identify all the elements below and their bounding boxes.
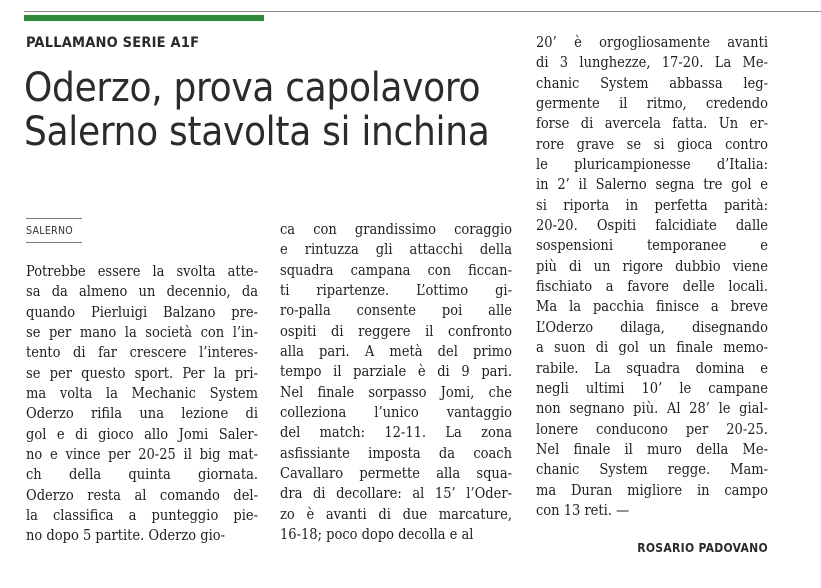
column-3-line: 20-20. Ospiti falcidiate dalle — [536, 218, 768, 235]
headline — [24, 66, 524, 154]
column-3-line: Ma la pacchia finisce a breve — [536, 299, 768, 316]
article-column-2 — [280, 220, 512, 546]
column-1-line: gol e di gioco allo Jomi Saler- — [26, 426, 258, 443]
column-1-line: no e vince per 20-25 il big mat- — [26, 447, 258, 464]
column-1-line: ch della quinta giornata. — [26, 467, 258, 484]
column-3-line: più di un rigore dubbio viene — [536, 258, 768, 275]
article-column-3 — [536, 33, 768, 521]
column-1-line: Potrebbe essere la svolta atte- — [26, 264, 258, 280]
column-3-line: a suon di gol un finale memo- — [536, 340, 768, 357]
column-1-line: tento di far crescere l’interes- — [26, 345, 258, 362]
column-1-line: se per questo sport. Per la pri- — [26, 365, 258, 382]
column-3-line: non segnano più. Al 28’ le gial- — [536, 401, 768, 418]
column-3-line: fischiato a favore delle locali. — [536, 279, 768, 296]
column-2-line: ospiti di reggere il confronto — [280, 323, 512, 340]
column-2-line: ca con grandissimo coraggio — [280, 222, 512, 238]
dateline: SALERNO — [26, 225, 74, 237]
column-1-line: no dopo 5 partite. Oderzo gio- — [26, 528, 226, 545]
column-3-line: si riporta in perfetta parità: — [536, 197, 768, 214]
column-1-line: Oderzo rifila una lezione di — [26, 406, 258, 423]
column-3-line: sospensioni temporanee e — [536, 238, 768, 255]
column-2-line: e rintuzza gli attacchi della — [280, 242, 512, 259]
column-2-line: asfissiante imposta da coach — [280, 445, 512, 462]
column-3-line: germente il ritmo, credendo — [536, 96, 768, 113]
column-2-line: ti ripartenze. L’ottimo gi- — [280, 283, 512, 300]
column-3-line: con 13 reti. — — [536, 502, 630, 519]
author-signature: ROSARIO PADOVANO — [637, 541, 768, 555]
column-3-line: negli ultimi 10’ le campane — [536, 380, 768, 397]
column-3-line: rabile. La squadra domina e — [536, 360, 768, 377]
column-3-line: chanic System abbassa leg- — [536, 75, 768, 92]
column-1-line: se per mano la società con l’in- — [26, 325, 258, 342]
dateline-rule-bottom — [26, 242, 82, 243]
column-3-line: in 2’ il Salerno segna tre gol e — [536, 177, 768, 194]
column-3-line: di 3 lunghezze, 17-20. La Me- — [536, 55, 768, 72]
headline-line-1: Oderzo, prova capolavoro — [24, 65, 481, 111]
column-2-line: Cavallaro permette alla squa- — [280, 466, 512, 483]
column-2-line: Nel finale sorpasso Jomi, che — [280, 384, 512, 401]
column-3-line: 20’ è orgogliosamente avanti — [536, 35, 768, 51]
column-3-line: Nel finale il muro della Me- — [536, 441, 768, 458]
column-2-line: del match: 12-11. La zona — [280, 425, 512, 442]
column-3-line: le pluricampionesse d’Italia: — [536, 157, 768, 174]
column-1-line: Oderzo resta al comando del- — [26, 487, 258, 504]
column-2-line: alla pari. A metà del primo — [280, 344, 512, 361]
section-kicker: PALLAMANO SERIE A1F — [26, 35, 200, 51]
column-2-line: dra di decollare: al 15’ l’Oder- — [280, 486, 512, 503]
column-2-line: zo è avanti di due marcature, — [280, 506, 512, 523]
article-column-1 — [26, 262, 258, 547]
dateline-box — [26, 218, 82, 243]
column-2-line: tempo il parziale è di 9 pari. — [280, 364, 512, 381]
column-3-line: chanic System regge. Mam- — [536, 462, 768, 479]
column-3-line: L’Oderzo dilaga, disegnando — [536, 319, 768, 336]
top-rule — [24, 11, 821, 12]
column-2-line: 16-18; poco dopo decolla e al — [280, 527, 474, 544]
section-color-bar — [24, 15, 264, 21]
headline-line-2: Salerno stavolta si inchina — [24, 109, 490, 155]
column-2-line: colleziona l’unico vantaggio — [280, 405, 512, 422]
column-3-line: rore grave se si gioca contro — [536, 136, 768, 153]
column-1-line: ma volta la Mechanic System — [26, 386, 258, 403]
column-2-line: ro-palla consente poi alle — [280, 303, 512, 320]
column-3-line: lonere conducono per 20-25. — [536, 421, 768, 438]
column-3-line: forse di avercela fatta. Un er- — [536, 116, 768, 133]
column-2-line: squadra campana con ficcan- — [280, 262, 512, 279]
column-1-line: quando Pierluigi Balzano pre- — [26, 304, 258, 321]
column-1-line: la classifica a punteggio pie- — [26, 508, 258, 525]
column-3-line: ma Duran migliore in campo — [536, 482, 768, 499]
column-1-line: sa da almeno un decennio, da — [26, 284, 258, 301]
